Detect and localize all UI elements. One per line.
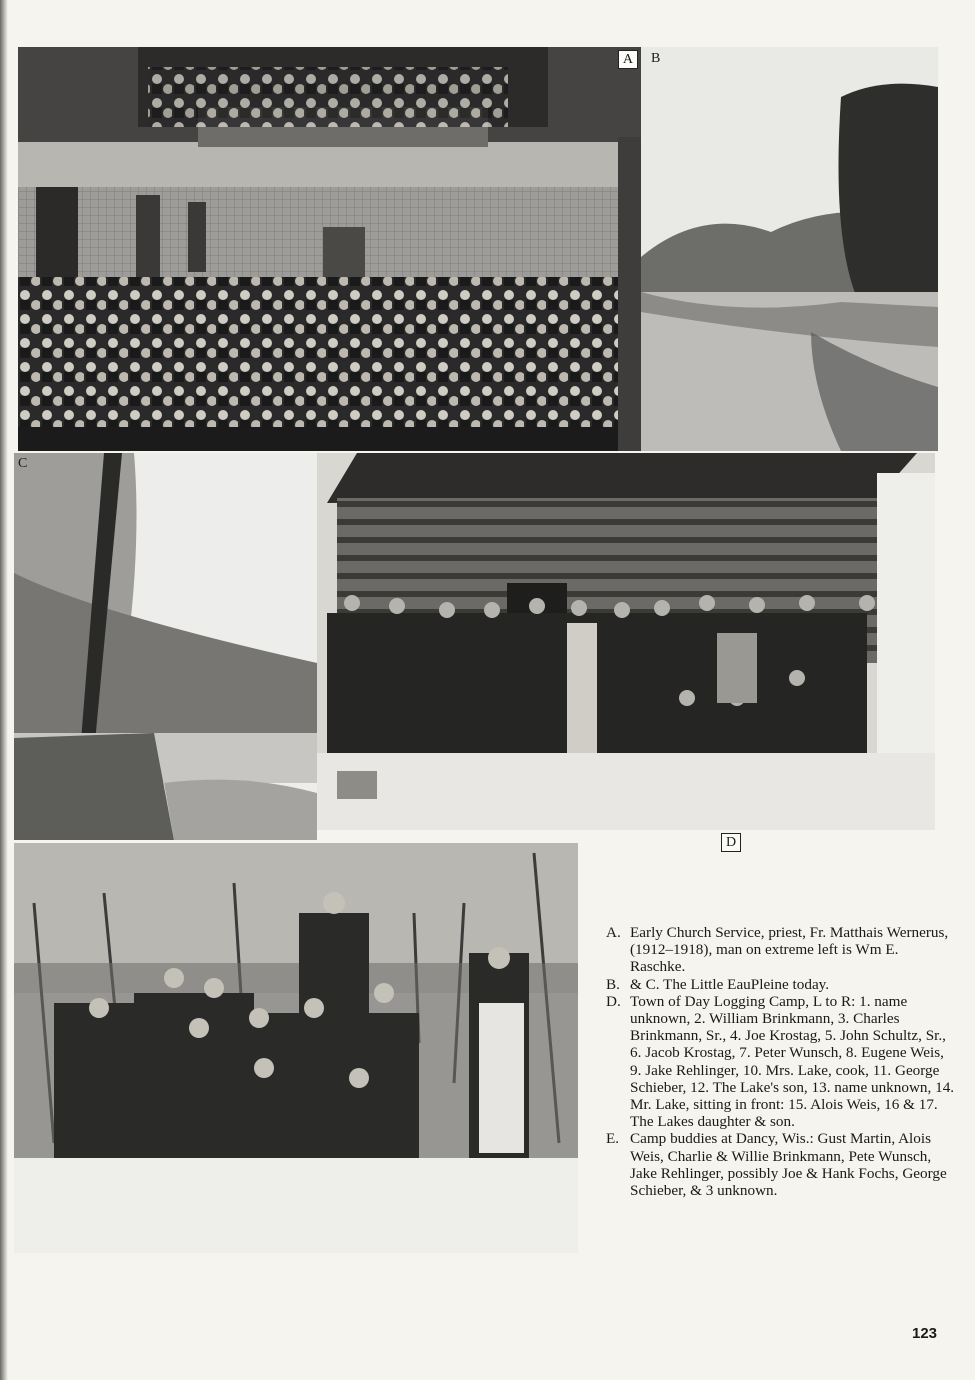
photo-b-river (641, 47, 938, 451)
photo-a-church-service (18, 47, 641, 451)
caption-text: Camp buddies at Dancy, Wis.: Gust Martin, Alois Weis, Charlie & Willie Brinkmann, Pete Wunsch, Jake Rehlinger, possibly Joe & Hank Fochs, George Schieber, & 3 unknown. (630, 1130, 947, 1200)
caption-d (606, 993, 956, 1131)
photo-d-label-below: D (721, 833, 741, 852)
caption-b (606, 976, 956, 993)
caption-text: & C. The Little EauPleine today. (630, 975, 830, 993)
caption-text: Early Church Service, priest, Fr. Matthais Wernerus, (1912–1918), man on extreme left is Wm E. Raschke. (630, 924, 949, 976)
photo-b-label: B (651, 51, 661, 66)
photo-c-label: C (18, 456, 28, 471)
photo-c-river (14, 453, 317, 840)
caption-e (606, 1130, 956, 1199)
page-binding-shadow (0, 0, 8, 1380)
captions (606, 924, 956, 1199)
caption-text: Town of Day Logging Camp, L to R: 1. name unknown, 2. William Brinkmann, 3. Charles Brinkmann, Sr., 4. Joe Krostag, 5. John Schultz, Sr., 6. Jacob Krostag, 7. Peter Wunsch, 8. Eugene Weis, 9. Jake Rehlinger, 10. Mrs. Lake, cook, 11. George Schieber, 12. The Lake's son, 13. name unknown, 14. Mr. Lake, sitting in front: 15. Alois Weis, 16 & 17. The Lakes daughter & son. (630, 992, 955, 1131)
caption-letter: B. (606, 975, 620, 993)
photo-d-logging-camp (317, 453, 935, 830)
caption-a (606, 924, 956, 976)
page-number: 123 (912, 1325, 938, 1342)
photo-e-camp-buddies (14, 843, 578, 1253)
caption-letter: E. (606, 1130, 620, 1148)
photo-a-label: A (618, 50, 638, 69)
caption-letter: A. (606, 924, 621, 941)
caption-letter: D. (606, 992, 621, 1010)
